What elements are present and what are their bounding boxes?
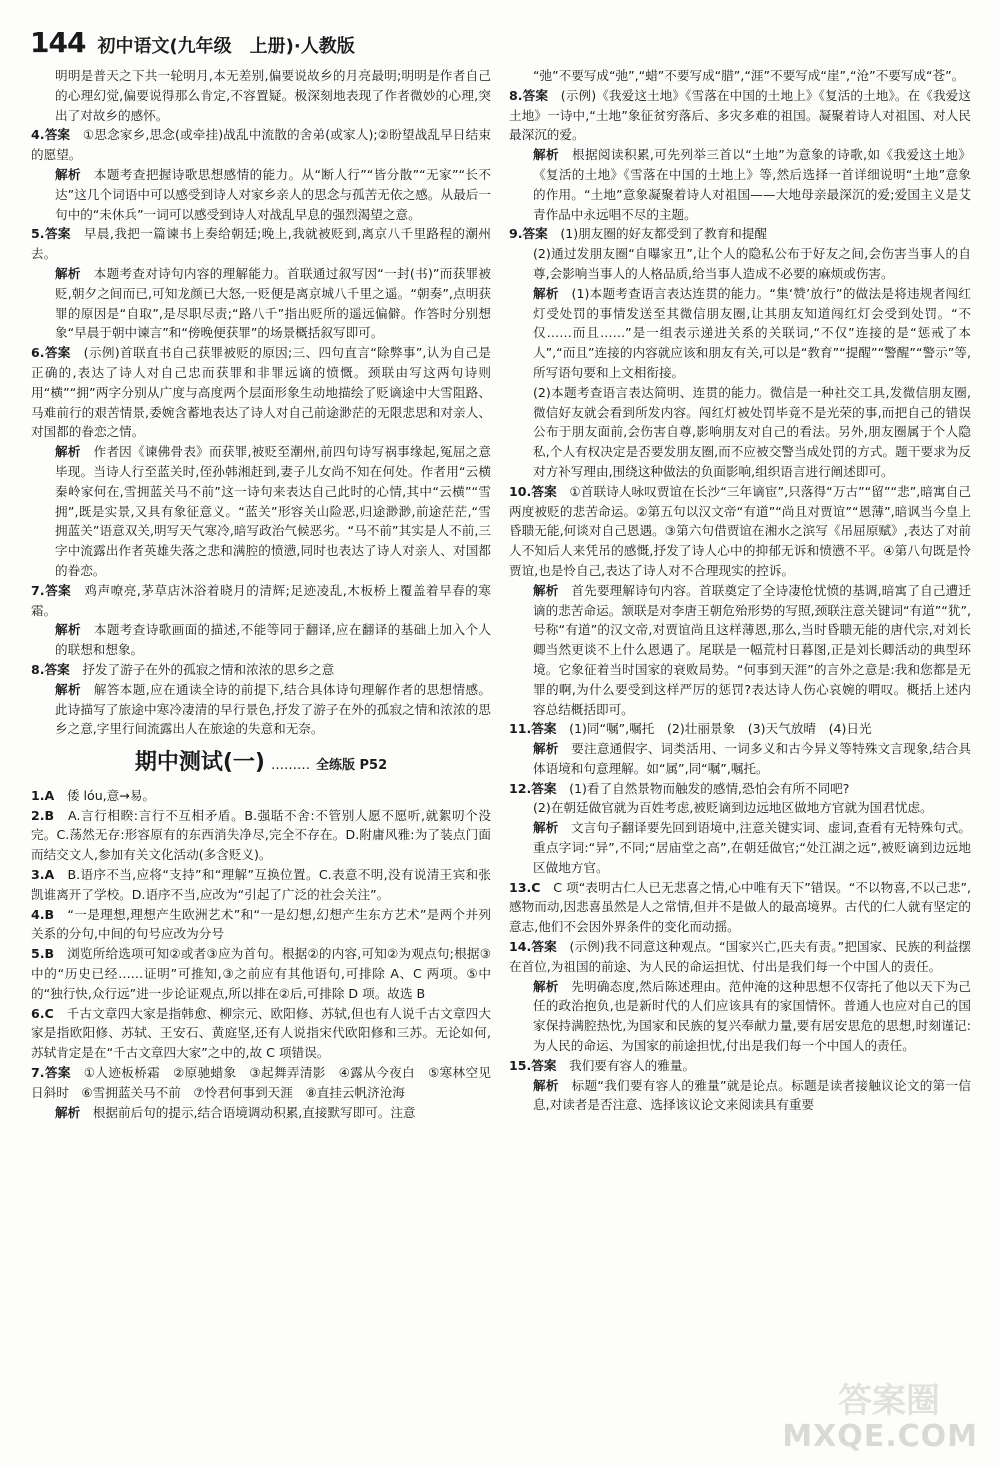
continuation-paragraph	[509, 66, 971, 86]
analysis-paragraph	[31, 165, 491, 224]
answer-item	[31, 865, 491, 905]
item-text: (示例)《我爱这土地》《雪落在中国的土地上》《复活的土地》。在《我爱这土地》一诗中,“土地”象征贫穷落后、多灾多难的祖国。凝聚着诗人对祖国、对人民最深沉的爱。	[509, 87, 971, 143]
book-title: 初中语文(九年级 上册)·人教版	[97, 36, 355, 57]
item-label: 10.答案	[509, 483, 570, 499]
item-label: 7.答案	[31, 1065, 84, 1081]
item-label: 解析	[55, 622, 94, 638]
item-label: 解析	[55, 1104, 93, 1120]
analysis-paragraph	[31, 1103, 491, 1123]
answer-item	[509, 86, 971, 145]
item-label: 8.答案	[31, 661, 83, 677]
analysis-paragraph	[509, 284, 971, 383]
continuation-paragraph	[509, 244, 971, 284]
item-text: 明明是普天之下共一轮明月,本无差别,偏要说故乡的月亮最明;明明是作者自己的心理幻觉,偏要说得那么肯定,不容置疑。极深刻地表现了作者微妙的心理,突出了对故乡的感怀。	[55, 68, 491, 123]
item-text: 浏览所给选项可知②或者③应为首句。根据②的内容,可知②为观点句;根据③中的“历史已经……证明”可推知,③之前应有其他语句,可排除 A、C 两项。⑤中的“独行快,众行远”进一步论证观点,所以排在②后,可排除 D 项。故选 B	[31, 946, 491, 1001]
item-label: 5.答案	[31, 226, 84, 242]
item-text: ①人迹板桥霜 ②原驰蜡象 ③起舞弄清影 ④露从今夜白 ⑤寒林空见日斜时 ⑥雪拥蓝关马不前 ⑦怜君何事到天涯 ⑧直挂云帆济沧海	[31, 1065, 491, 1100]
item-text: (1)同“嘱”,嘱托 (2)壮丽景象 (3)天气放晴 (4)日光	[569, 721, 872, 737]
answer-item	[31, 944, 491, 1003]
analysis-paragraph	[31, 620, 491, 660]
analysis-paragraph	[509, 581, 971, 720]
item-text: A.言行相睽:言行不互相矛盾。B.强聒不舍:不管别人愿不愿听,就絮叨个没完。C.荡然无存:形容原有的东西消失净尽,完全不存在。D.附庸风雅:为了装点门面而结交文人,参加有关文化活动(多含贬义)。	[31, 807, 491, 863]
answer-item	[31, 343, 491, 442]
answer-item	[31, 806, 491, 865]
page-header	[30, 26, 355, 60]
item-label: 6.答案	[31, 345, 84, 361]
page-number: 144	[30, 26, 86, 59]
item-text: B.语序不当,应将“支持”和“理解”互换位置。C.表意不明,没有说清王宾和张凯谁离开了学校。D.语序不当,应改为“引起了广泛的社会关注”。	[31, 867, 491, 902]
continuation-paragraph	[509, 798, 971, 818]
item-label: 5.B	[31, 946, 68, 962]
item-label: 解析	[55, 166, 94, 182]
answer-item	[31, 125, 491, 165]
item-label: 4.答案	[31, 127, 83, 143]
answer-item	[509, 878, 971, 937]
item-text: “弛”不要写成“弛”,“蜡”不要写成“腊”,“涯”不要写成“崖”,“沧”不要写成“苍”。	[533, 68, 965, 83]
item-text: 早晨,我把一篇谏书上奏给朝廷;晚上,我就被贬到,离京八千里路程的潮州去。	[31, 226, 491, 262]
item-label: 1.A	[31, 787, 67, 803]
item-text: “一是理想,理想产生欧洲艺术”和“一是幻想,幻想产生东方艺术”是两个并列关系的分句,中间的句号应改为分号	[31, 906, 491, 942]
section-heading	[31, 750, 491, 776]
item-label: 解析	[533, 820, 571, 836]
analysis-paragraph	[509, 818, 971, 877]
answer-item	[31, 905, 491, 945]
answer-item	[509, 779, 971, 799]
item-text: 本题考查把握诗歌思想感情的能力。从“断人行”“皆分散”“无家”“长不达”这几个词语中可以感受到诗人对家乡亲人的思念与孤苦无依之感。从最后一句中的“未休兵”一词可以感受到诗人对战乱早息的强烈渴望之意。	[55, 166, 491, 222]
item-label: 13.C	[509, 879, 554, 895]
section-dots: ………	[270, 758, 310, 774]
item-text: 根据阅读积累,可先列举三首以“土地”为意象的诗歌,如《我爱这土地》《复活的土地》《雪落在中国的土地上》等,然后选择一首详细说明“土地”意象的作用。“土地”意象凝聚着诗人对祖国——大地母亲最深沉的爱;爱国主义是艾青作品中永远唱不尽的主题。	[533, 147, 971, 222]
analysis-paragraph	[509, 739, 971, 779]
analysis-paragraph	[509, 145, 971, 224]
item-label: 2.B	[31, 807, 68, 823]
item-label: 8.答案	[509, 87, 561, 103]
continuation-paragraph	[509, 383, 971, 482]
item-label: 12.答案	[509, 780, 570, 796]
item-text: 千古文章四大家是指韩愈、柳宗元、欧阳修、苏轼,但也有人说千古文章四大家是指欧阳修、苏轼、王安石、黄庭坚,还有人说指宋代欧阳修和三苏。无论如何,苏轼肯定是在“千古文章四大家”之中的,故 C 项错误。	[31, 1005, 491, 1061]
item-label: 解析	[55, 681, 94, 697]
section-title: 期中测试(一)	[134, 750, 265, 776]
watermark-logo: 答案圈	[838, 1381, 940, 1421]
analysis-paragraph	[31, 680, 491, 739]
item-text: 标题“我们要有容人的雅量”就是论点。标题是读者接触议论文的第一信息,对读者是否注意、选择该议论文来阅读具有重要	[533, 1077, 971, 1113]
item-text: (1)朋友圈的好友都受到了教育和提醒	[560, 226, 768, 242]
item-label: 解析	[533, 582, 572, 598]
continuation-paragraph	[31, 66, 491, 125]
item-text: C 项“表明古仁人已无悲喜之情,心中唯有天下”错误。“不以物喜,不以己悲”,感物而动,因悲喜虽然是人之常情,但并不是做人的最高境界。古代的仁人就有坚定的意志,他们不会因外界条件的变化而动摇。	[509, 879, 971, 935]
item-text: 鸡声嘹亮,茅草店沐浴着晓月的清辉;足迹凌乱,木板桥上覆盖着早春的寒霜。	[31, 582, 491, 618]
item-text: 抒发了游子在外的孤寂之情和浓浓的思乡之意	[82, 661, 335, 677]
answer-item	[31, 581, 491, 621]
item-text: 首先要理解诗句内容。首联奠定了全诗凄怆忧愤的基调,暗寓了自己遭迁谪的悲苦命运。颔联是对李唐王朝危殆形势的写照,颈联注意关键词“有道”“犹”,号称“有道”的汉文帝,对贾谊尚且这样薄恩,那么,当时昏聩无能的唐代宗,对刘长卿当然更谈不上什么恩遇了。尾联是一幅荒村日暮图,正是刘长卿活动的典型环境。它象征着当时国家的衰败局势。“何事到天涯”的言外之意是:我和您都是无罪的啊,为什么要受到这样严厉的惩罚?表达诗人伤心哀婉的喟叹。概括上述内容总结概括即可。	[533, 582, 971, 717]
item-label: 15.答案	[509, 1057, 570, 1073]
item-text: 本题考查诗歌画面的描述,不能等同于翻译,应在翻译的基础上加入个人的联想和想象。	[55, 622, 491, 658]
answer-item	[31, 1004, 491, 1063]
answer-item	[31, 660, 491, 680]
item-label: 解析	[533, 147, 572, 163]
item-text: 解答本题,应在通读全诗的前提下,结合具体诗句理解作者的思想情感。此诗描写了旅途中寒冷凄清的早行景色,抒发了游子在外的孤寂之情和浓浓的思乡之意,字里行间流露出人在旅途的失意和无奈。	[55, 681, 491, 737]
item-text: (1)本题考查语言表达连贯的能力。“集‘赞’放行”的做法是将违规者闯红灯受处罚的事情发送至其微信朋友圈,让其朋友知道闯红灯会受到处罚。“不仅……而且……”是一组表示递进关系的关联词,“不仅”连接的是“惩戒了本人”,“而且”连接的内容就应该和朋友有关,可以是“教育”“提醒”“警醒”“警示”等,所写语句要和上文相衔接。	[533, 285, 971, 380]
item-label: 11.答案	[509, 721, 570, 737]
answer-item	[31, 1063, 491, 1103]
left-column	[31, 66, 491, 1421]
item-label: 4.B	[31, 906, 68, 922]
item-text: (2)通过发朋友圈“自曝家丑”,让个人的隐私公布于好友之间,会伤害当事人的自尊,会影响当事人的人格品质,给当事人造成不必要的麻烦或伤害。	[533, 246, 971, 281]
item-text: (2)在朝廷做官就为百姓考虑,被贬谪到边远地区做地方官就为国君忧虑。	[533, 800, 933, 816]
answer-item	[31, 786, 491, 806]
answer-item	[509, 937, 971, 977]
item-label: 3.A	[31, 867, 68, 883]
item-text: 先明确态度,然后陈述理由。范仲淹的这种思想不仅寄托了他以天下为己任的政治抱负,也是新时代的人们应该具有的家国情怀。普通人也应对自己的国家保持满腔热忱,为国家和民族的复兴奉献力量,要有居安思危的思想,时刻谨记:为人民的命运、为国家的前途担忧,付出是我们每一个中国人的责任。	[533, 978, 971, 1054]
item-text: 作者因《谏佛骨表》而获罪,被贬至潮州,前四句诗写祸事缘起,冤屈之意毕现。当诗人行至蓝关时,侄孙韩湘赶到,妻子儿女尚不知在何处。作者用“云横秦岭家何在,雪拥蓝关马不前”这一诗句来表达自己此时的心情,其中“云横”“雪拥”,既是实景,又具有象征意义。“蓝关”形容关山险恶,归途渺渺,前途茫茫,“雪拥蓝关”语意双关,明写天气寒冷,暗写政治气候恶劣。“马不前”其实是人不前,三字中流露出作者英雄失落之悲和满腔的愤懑,同时也表达了诗人对亲人、对国都的眷恋。	[55, 444, 491, 578]
watermark-text: MXQE.COM	[782, 1419, 978, 1454]
item-label: 解析	[533, 285, 572, 301]
answer-item	[509, 224, 971, 244]
item-text: 根据前后句的提示,结合语境调动积累,直接默写即可。注意	[92, 1104, 416, 1120]
item-label: 解析	[533, 1077, 572, 1093]
item-text: (2)本题考查语言表达简明、连贯的能力。微信是一种社交工具,发微信朋友圈,微信好友就会看到所发内容。闯红灯被处罚毕竟不是光荣的事,而把自己的错误公布于朋友面前,会伤害自尊,影响朋友对自己的看法。另外,朋友圈属于个人隐私,个人有权决定是否要发朋友圈,而不应被交警当成处罚的方式。题干要求为反对方补写理由,围绕这种做法的负面影响,组织语言进行阐述即可。	[533, 384, 971, 479]
item-label: 解析	[55, 265, 94, 281]
item-text: 要注意通假字、词类活用、一词多义和古今异义等特殊文言现象,结合具体语境和句意理解。如“属”,同“嘱”,嘱托。	[533, 741, 971, 776]
item-label: 解析	[533, 741, 572, 757]
answer-item	[509, 1056, 971, 1076]
analysis-paragraph	[509, 1076, 971, 1116]
analysis-paragraph	[509, 977, 971, 1056]
section-reference: 全练版 P52	[315, 758, 388, 774]
item-text: (1)看了自然景物而触发的感情,恐怕会有所不同吧?	[569, 780, 850, 796]
item-label: 解析	[55, 444, 94, 460]
right-column	[509, 66, 971, 1421]
item-text: 我们要有容人的雅量。	[569, 1057, 696, 1073]
item-label: 6.C	[31, 1005, 67, 1021]
item-label: 9.答案	[509, 226, 561, 242]
item-label: 7.答案	[31, 582, 85, 598]
answer-item	[31, 224, 491, 264]
answer-item	[509, 482, 971, 581]
analysis-paragraph	[31, 442, 491, 581]
item-text: ①首联诗人咏叹贾谊在长沙“三年谪宦”,只落得“万古”“留”“悲”,暗寓自己两度被贬的悲苦命运。②第五句以汉文帝“有道”“尚且对贾谊”“恩薄”,暗讽当今皇上昏聩无能,何谈对自己恩遇。③第六句借贾谊在湘水之滨写《吊屈原赋》,表达了对前人不知后人来凭吊的感慨,抒发了诗人心中的抑郁无诉和愤懑不平。④第八句既是怜贾谊,也是怜自己,表达了诗人对不合理现实的控诉。	[509, 483, 971, 578]
item-text: ①思念家乡,思念(或牵挂)战乱中流散的舍弟(或家人);②盼望战乱早日结束的愿望。	[31, 127, 491, 163]
answer-item	[509, 719, 971, 739]
item-text: (示例)首联直书自己获罪被贬的原因;三、四句直言“除弊事”,认为自己是正确的,表达了诗人对自己忠而获罪和非罪远谪的愤慨。颈联由写这两句诗则用“横”“拥”两字分别从广度与高度两个层面形象生动地描绘了贬谪途中大雪阻路、马难前行的艰苦情景,委婉含蓄地表达了诗人对自己前途渺茫的无限悲思和对亲人、对国都的眷恋之情。	[31, 345, 491, 440]
item-text: (示例)我不同意这种观点。“国家兴亡,匹夫有责。”把国家、民族的利益摆在首位,为祖国的前途、为人民的命运担忧、付出是我们每一个中国人的责任。	[509, 939, 971, 974]
analysis-paragraph	[31, 264, 491, 343]
item-text: 倭 lóu,意→易。	[66, 787, 156, 803]
item-label: 解析	[533, 978, 572, 994]
item-label: 14.答案	[509, 939, 570, 955]
item-text: 文言句子翻译要先回到语境中,注意关键实词、虚词,查看有无特殊句式。重点字词:“异”,不同;“居庙堂之高”,在朝廷做官;“处江湖之远”,被贬谪到边远地区做地方官。	[533, 820, 971, 875]
item-text: 本题考查对诗句内容的理解能力。首联通过叙写因“一封(书)”而获罪被贬,朝夕之间而已,可知龙颜已大怒,一贬便是离京城八千里之遥。“朝奏”,点明获罪的原因是“自取”,是尽职尽责;“路八千”指出贬所的遥远偏僻。作答时分别想象“早晨于朝中谏言”和“傍晚便获罪”的场景概括叙写即可。	[55, 265, 491, 341]
